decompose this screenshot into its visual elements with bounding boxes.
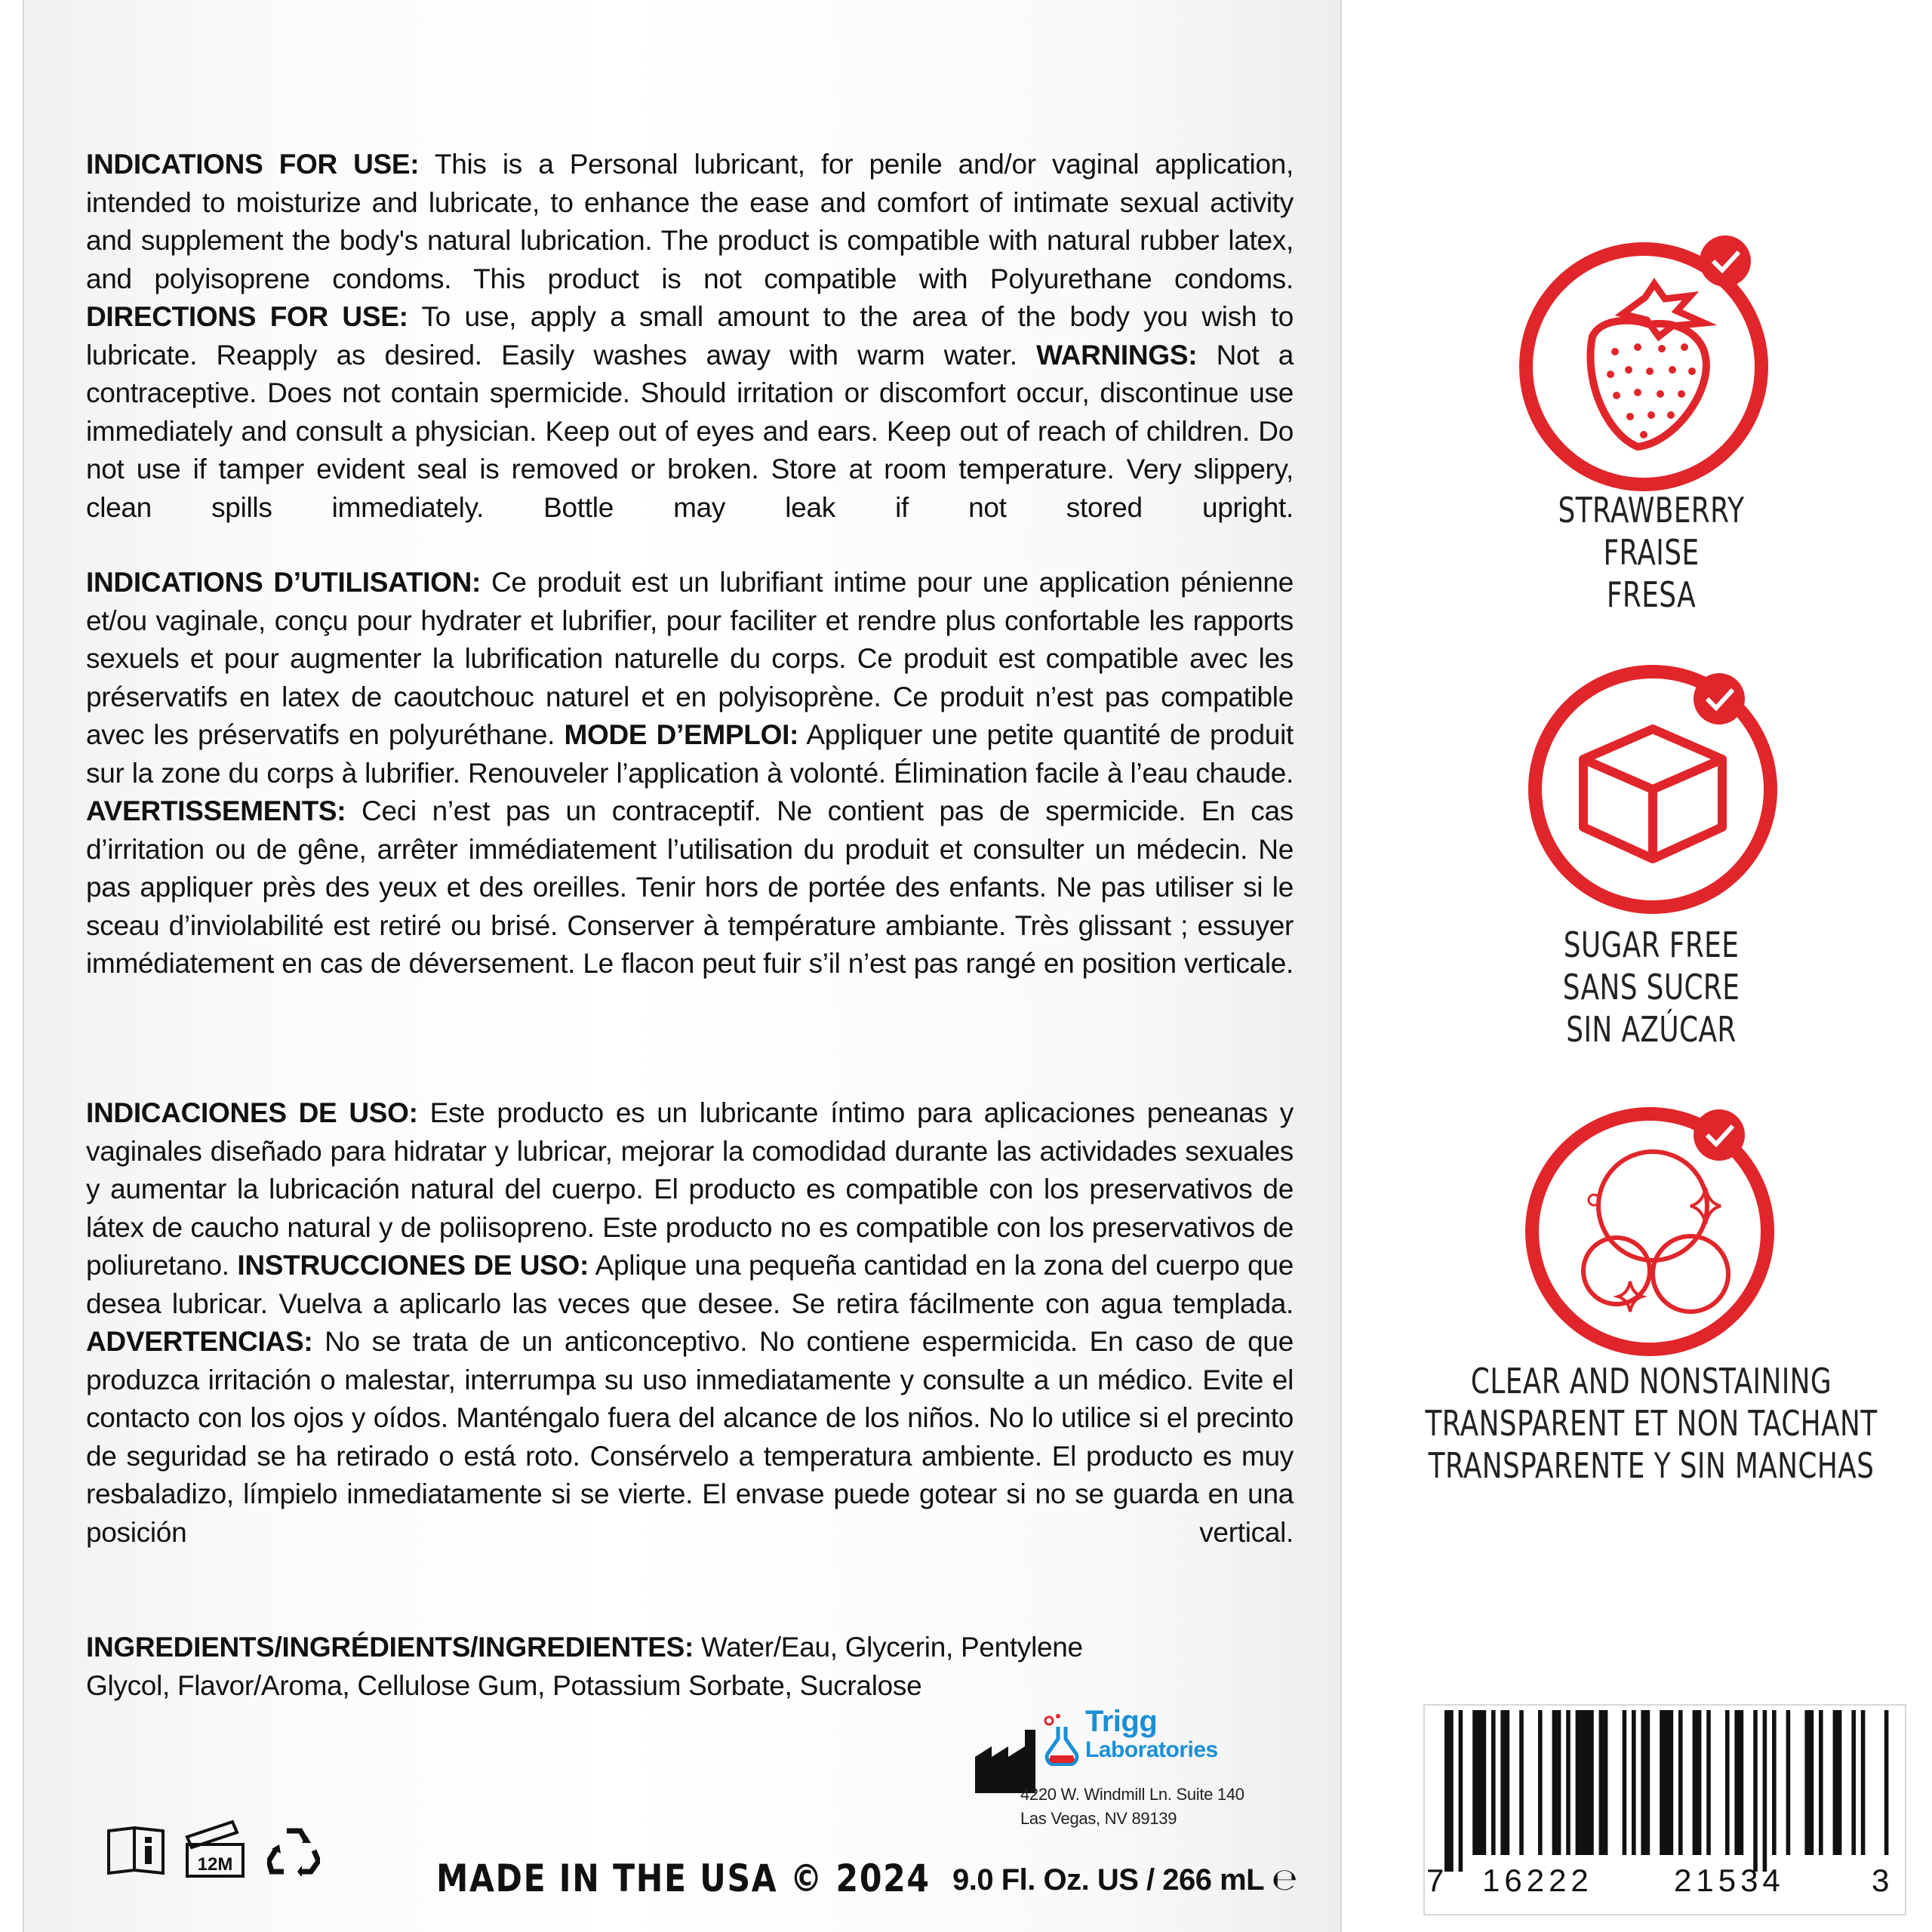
barcode-digit-last: 3 xyxy=(1872,1863,1890,1898)
lab-name-line-1: Trigg xyxy=(1085,1705,1158,1738)
made-in-usa: MADE IN THE USA © 2024 xyxy=(436,1857,931,1900)
read-instructions-icon xyxy=(106,1825,168,1878)
flavor-fr: FRAISE xyxy=(1603,532,1700,573)
sugar-fr: SANS SUCRE xyxy=(1562,967,1740,1008)
barcode-bar xyxy=(1459,1710,1463,1872)
indications-heading-fr: INDICATIONS D’UTILISATION: xyxy=(86,567,481,598)
net-volume xyxy=(952,1863,1297,1897)
barcode-bar xyxy=(1444,1710,1454,1872)
directions-heading-es: INSTRUCCIONES DE USO: xyxy=(237,1250,589,1281)
barcode-bar xyxy=(1734,1710,1743,1855)
barcode-bar xyxy=(1500,1710,1509,1855)
barcode-bar xyxy=(1641,1710,1650,1855)
barcode-bar xyxy=(1623,1710,1627,1855)
barcode-bar xyxy=(1819,1710,1823,1855)
warnings-text-en: Not a contraceptive. Does not contain spermicide. Should irritation or discomfort occur, discontinue use immediately and consult a physician. Keep out of eyes and ears. Keep out of reach of children. Do not use if tamper evident seal is removed or broken. Store at room temperature. Very slippery, clean spills immediately. Bottle may leak if not stored upright. xyxy=(86,339,1294,523)
period-after-opening-icon xyxy=(183,1819,252,1883)
barcode-bar xyxy=(1678,1710,1683,1855)
barcode-bar xyxy=(1763,1710,1767,1872)
directions-heading-en: DIRECTIONS FOR USE: xyxy=(86,301,408,332)
barcode-bar xyxy=(1552,1710,1561,1855)
clear-es: TRANSPARENTE Y SIN MANCHAS xyxy=(1428,1445,1875,1486)
clear-fr: TRANSPARENT ET NON TACHANT xyxy=(1425,1403,1878,1444)
feature-label-flavor xyxy=(1527,489,1775,616)
indications-text-en: This is a Personal lubricant, for penile and/or vaginal application, intended to moisturize and lubricate, to enhance the ease and comfort of intimate sexual activity and supplement the body's natural lubrication. The product is compatible with natural rubber latex, and polyisoprene condoms. This product is not compatible with Polyurethane condoms. xyxy=(86,149,1294,294)
barcode-bar xyxy=(1833,1710,1842,1855)
manufacturer-address xyxy=(1020,1783,1244,1831)
barcode-bar xyxy=(1851,1710,1856,1855)
indications-heading-es: INDICACIONES DE USO: xyxy=(86,1097,418,1128)
usage-english xyxy=(86,146,1294,527)
address-line-1: 4220 W. Windmill Ln. Suite 140 xyxy=(1020,1785,1244,1804)
barcode xyxy=(1441,1710,1894,1872)
feature-label-clear xyxy=(1423,1360,1879,1487)
warnings-text-fr: Ceci n’est pas un contraceptif. Ne contient pas de spermicide. En cas d’irritation ou de gêne, arrêter immédiatement l’utilisation du produit et consulter un médecin. Ne pas appliquer près des yeux et des oreilles. Tenir hors de portée des enfants. Ne pas utiliser si le sceau d’inviolabilité est retiré ou brisé. Conserver à température ambiante. Très glissant ; essuyer immédiatement en cas de déversement. Le flacon peut fuir s’il n’est pas rangé en position verticale. xyxy=(86,795,1294,979)
volume-prefix: 9.0 Fl. Oz. US / xyxy=(952,1863,1163,1897)
ingredients-list-1: Water/Eau, Glycerin, Pentylene xyxy=(694,1632,1083,1663)
directions-text-es: Aplique una pequeña cantidad en la zona del cuerpo que desea lubricar. Vuelva a aplicarlo las veces que desee. Se retira fácilmente con agua templada. xyxy=(86,1250,1294,1319)
barcode-bar xyxy=(1599,1710,1608,1855)
barcode-bar xyxy=(1753,1710,1758,1872)
barcode-bar xyxy=(1472,1710,1486,1855)
recycle-icon xyxy=(267,1826,320,1880)
lab-name-line-2: Laboratories xyxy=(1085,1737,1218,1762)
barcode-bar xyxy=(1772,1710,1777,1855)
usage-french xyxy=(86,564,1294,983)
warnings-heading-fr: AVERTISSEMENTS: xyxy=(86,795,346,826)
strawberry-icon xyxy=(1517,223,1789,495)
barcode-bar xyxy=(1861,1710,1866,1855)
directions-heading-fr: MODE D’EMPLOI: xyxy=(564,719,799,750)
pao-label: 12M xyxy=(197,1854,233,1875)
usage-spanish xyxy=(86,1094,1294,1552)
barcode-bar xyxy=(1491,1710,1496,1855)
barcode-bar xyxy=(1660,1710,1673,1855)
barcode-bar xyxy=(1632,1710,1636,1855)
ingredients xyxy=(86,1629,1083,1705)
indications-text-fr: Ce produit est un lubrifiant intime pour une application pénienne et/ou vaginale, conçu pour hydrater et lubrifier, pour faciliter et rendre plus confortable les rapports sexuels et pour augmenter la lubrification naturelle du corps. Ce produit est compatible avec les préservatifs en latex de caoutchouc naturel et en polyisoprène. Ce produit n’est pas compatible avec les préservatifs en polyuréthane. xyxy=(86,567,1294,750)
sugar-en: SUGAR FREE xyxy=(1563,924,1740,965)
bubbles-icon xyxy=(1517,1093,1789,1364)
barcode-group-left: 16222 xyxy=(1482,1863,1593,1898)
barcode-digit-first: 7 xyxy=(1426,1863,1444,1898)
barcode-bar xyxy=(1693,1710,1702,1855)
barcode-bar xyxy=(1538,1710,1543,1855)
barcode-bar xyxy=(1706,1710,1711,1855)
clear-en: CLEAR AND NONSTAINING xyxy=(1470,1361,1832,1401)
ingredients-line-1 xyxy=(86,1629,1083,1667)
barcode-bar xyxy=(1566,1710,1571,1855)
indications-heading-en: INDICATIONS FOR USE: xyxy=(86,149,420,180)
estimated-sign: ℮ xyxy=(1272,1863,1297,1897)
barcode-group-right: 21534 xyxy=(1674,1863,1785,1898)
directions-text-fr: Appliquer une petite quantité de produit sur la zone du corps à lubrifier. Renouveler l’application à volonté. Élimination facile à l’eau chaude. xyxy=(86,719,1294,789)
ingredients-line-2: Glycol, Flavor/Aroma, Cellulose Gum, Potassium Sorbate, Sucralose xyxy=(86,1669,922,1701)
barcode-bar xyxy=(1576,1710,1594,1855)
feature-label-sugar xyxy=(1527,924,1775,1051)
barcode-bar xyxy=(1884,1710,1889,1855)
barcode-bar xyxy=(1519,1710,1524,1855)
warnings-heading-es: ADVERTENCIAS: xyxy=(86,1326,313,1357)
indications-text-es: Este producto es un lubricante íntimo para aplicaciones peneanas y vaginales diseñado para hidratar y lubricar, mejorar la comodidad durante las actividades sexuales y aumentar la lubricación natural del cuerpo. El producto es compatible con los preservativos de látex de caucho natural y de poliisopreno. Este producto no es compatible con los preservativos de poliuretano. xyxy=(86,1097,1294,1281)
sugar-es: SIN AZÚCAR xyxy=(1566,1009,1737,1050)
lab-name xyxy=(1085,1707,1218,1764)
sugar-cube-icon xyxy=(1517,661,1789,933)
address-line-2: Las Vegas, NV 89139 xyxy=(1020,1809,1177,1828)
directions-text-en: To use, apply a small amount to the area of the body you wish to lubricate. Reapply as desired. Easily washes away with warm water. xyxy=(86,301,1294,371)
volume-ml: 266 mL xyxy=(1162,1863,1264,1897)
barcode-bar xyxy=(1725,1710,1730,1855)
flavor-es: FRESA xyxy=(1606,574,1697,615)
warnings-heading-en: WARNINGS: xyxy=(1036,339,1198,371)
ingredients-heading: INGREDIENTS/INGRÉDIENTS/INGREDIENTES: xyxy=(86,1632,694,1663)
barcode-bar xyxy=(1786,1710,1791,1855)
warnings-text-es: No se trata de un anticonceptivo. No contiene espermicida. En caso de que produzca irritación o malestar, interrumpa su uso inmediatamente y consulte a un médico. Evite el contacto con los ojos y oídos. Manténgalo fuera del alcance de los niños. No lo utilice si el precinto de seguridad se ha retirado o está roto. Consérvelo a temperatura ambiente. El producto es muy resbaladizo, límpielo inmediatamente si se vierte. El envase puede gotear si no se guarda en una posición vertical. xyxy=(86,1326,1294,1548)
barcode-bar xyxy=(1804,1710,1814,1855)
flavor-en: STRAWBERRY xyxy=(1558,490,1745,531)
flask-icon xyxy=(1043,1713,1081,1766)
